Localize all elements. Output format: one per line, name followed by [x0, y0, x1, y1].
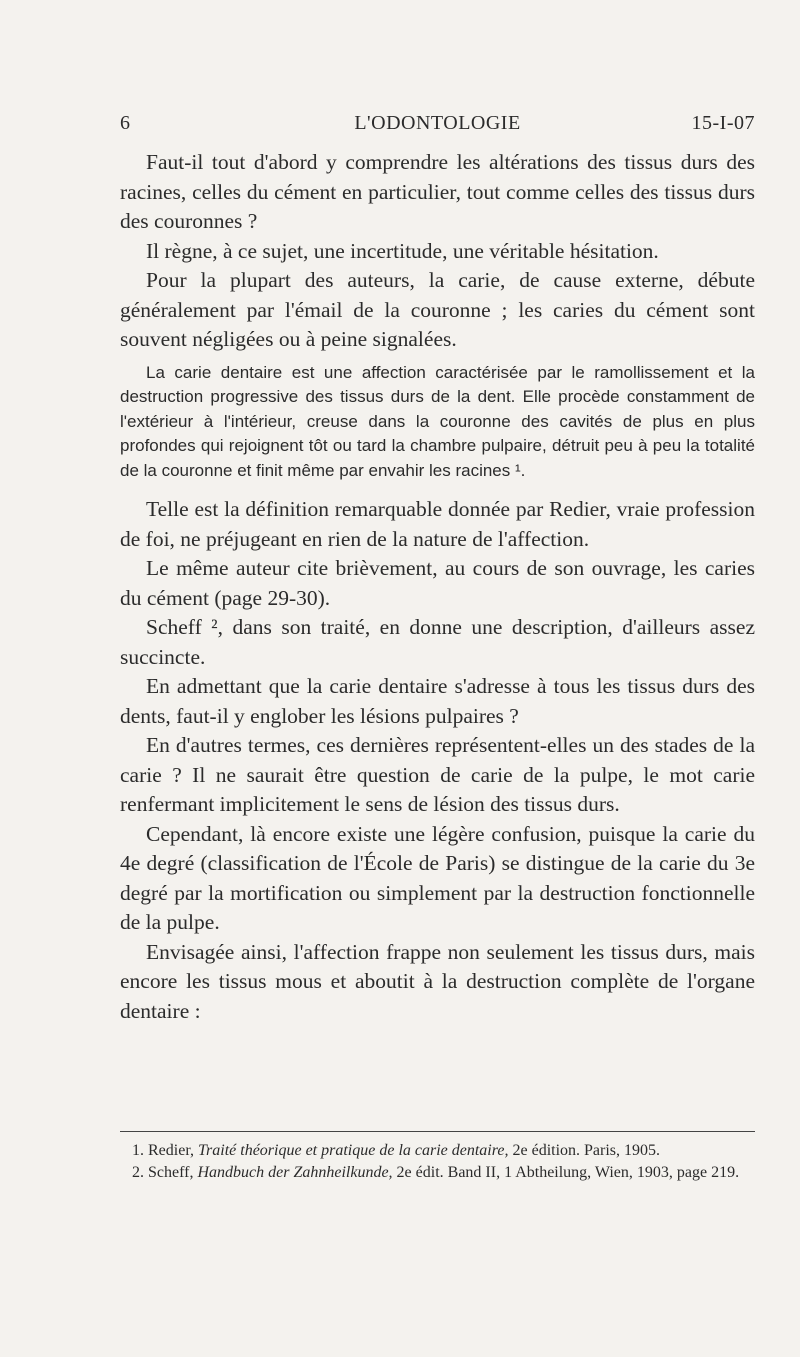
footnote-2: 2. Scheff, Handbuch der Zahnheilkunde, 2e édit. Band II, 1 Abtheilung, Wien, 1903, page 219. [132, 1164, 740, 1181]
paragraph: Il règne, à ce sujet, une incertitude, une véritable hésitation. [146, 238, 659, 263]
running-header [120, 112, 755, 142]
cited-title: Handbuch der Zahnheilkunde, [197, 1164, 393, 1181]
paragraph: Le même auteur cite brièvement, au cours de son ouvrage, les caries du cément (page 29-30). [120, 556, 755, 610]
paragraph: Telle est la définition remarquable donnée par Redier, vraie profession de foi, ne préjugeant en rien de la nature de l'affection. [120, 497, 755, 551]
journal-title: L'ODONTOLOGIE [354, 112, 521, 134]
paragraph: Faut-il tout d'abord y comprendre les altérations des tissus durs des racines, celles du cément en particulier, tout comme celles des tissus durs des couronnes ? [120, 150, 755, 233]
definition-quote: La carie dentaire est une affection caractérisée par le ramollissement et la destruction progressive des tissus durs de la dent. Elle procède constamment de l'extérieur à l'intérieur, creuse dans la couronne des cavités de plus en plus profondes qui rejoignent tôt ou tard la chambre pulpaire, détruit peu à peu la totalité de la couronne et finit même par envahir les racines ¹. [120, 362, 755, 480]
footnote-1: 1. Redier, Traité théorique et pratique de la carie dentaire, 2e édition. Paris, 1905. [132, 1142, 661, 1159]
paragraph: Pour la plupart des auteurs, la carie, de cause externe, débute généralement par l'émail de la couronne ; les caries du cément sont souvent négligées ou à peine signalées. [120, 268, 755, 351]
paragraph: Cependant, là encore existe une légère confusion, puisque la carie du 4e degré (classification de l'École de Paris) se distingue de la carie du 3e degré par la mortification ou simplement par la destruction fonctionnelle de la pulpe. [120, 821, 755, 934]
paragraph: En d'autres termes, ces dernières représentent-elles un des stades de la carie ? Il ne saurait être question de carie de la pulpe, le mot carie renfermant implicitement le sens de lésion des tissus durs. [120, 733, 755, 816]
cited-title: Traité théorique et pratique de la carie dentaire, [198, 1142, 509, 1159]
footnotes [120, 1140, 755, 1184]
paragraph: Envisagée ainsi, l'affection frappe non seulement les tissus durs, mais encore les tissus mous et aboutit à la destruction complète de l'organe dentaire : [120, 939, 755, 1023]
footnote-divider [120, 1131, 755, 1132]
page-number: 6 [120, 112, 131, 134]
issue-date: 15-I-07 [691, 112, 755, 134]
paragraph: En admettant que la carie dentaire s'adresse à tous les tissus durs des dents, faut-il y englober les lésions pulpaires ? [120, 674, 755, 728]
body-text [120, 148, 755, 1026]
paragraph: Scheff ², dans son traité, en donne une description, d'ailleurs assez succincte. [120, 615, 755, 669]
